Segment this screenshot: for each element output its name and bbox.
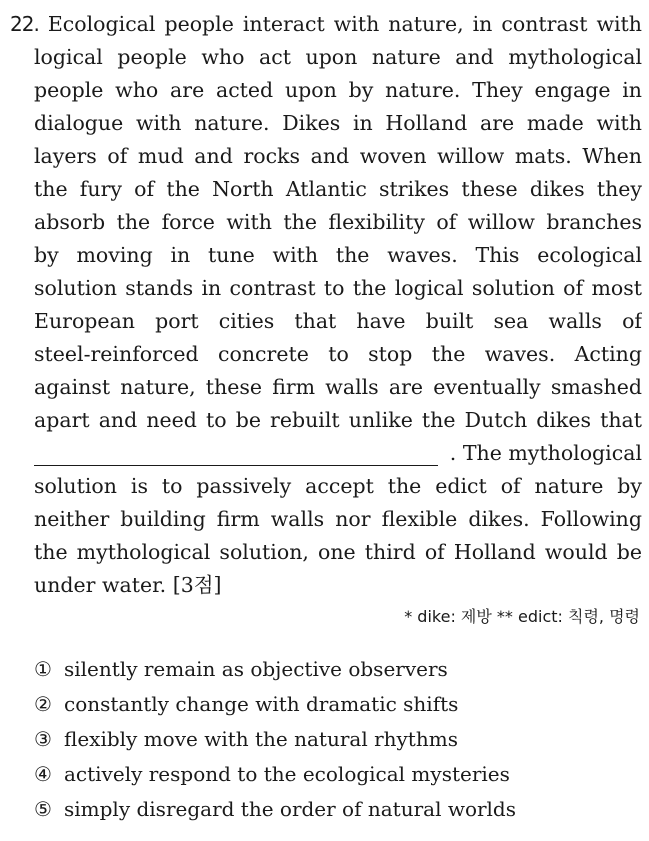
option-text: silently remain as objective observers bbox=[64, 657, 448, 681]
option-marker: ② bbox=[34, 692, 52, 716]
passage-line: European port cities that have built sea walls of bbox=[34, 309, 642, 333]
passage-line: dialogue with nature. Dikes in Holland are made with bbox=[34, 111, 642, 135]
footnote-text: * dike: 제방 ** edict: 칙령, 명령 bbox=[404, 607, 640, 626]
footnote bbox=[10, 604, 642, 634]
passage-line: the mythological solution, one third of Holland would be bbox=[34, 540, 642, 564]
answer-option-5[interactable] bbox=[34, 792, 634, 827]
points-label: [3점] bbox=[172, 573, 222, 597]
option-marker: ④ bbox=[34, 762, 52, 786]
question-passage bbox=[10, 8, 642, 634]
passage-line: against nature, these firm walls are eventually smashed bbox=[34, 375, 642, 399]
answer-options bbox=[34, 652, 634, 827]
passage-last-line bbox=[10, 569, 642, 602]
passage-line: layers of mud and rocks and woven willow mats. When bbox=[34, 144, 642, 168]
answer-option-4[interactable] bbox=[34, 757, 634, 792]
passage-line: steel-reinforced concrete to stop the waves. Acting bbox=[34, 342, 642, 366]
passage-line: absorb the force with the flexibility of willow branches bbox=[34, 210, 642, 234]
option-marker: ① bbox=[34, 657, 52, 681]
option-text: flexibly move with the natural rhythms bbox=[64, 727, 458, 751]
passage-line bbox=[10, 8, 642, 41]
passage-line-text: Ecological people interact with nature, in contrast with bbox=[47, 12, 642, 36]
answer-option-3[interactable] bbox=[34, 722, 634, 757]
passage-line: solution is to passively accept the edict of nature by bbox=[34, 474, 642, 498]
answer-option-2[interactable] bbox=[34, 687, 634, 722]
passage-line-text: under water. bbox=[34, 573, 167, 597]
option-text: actively respond to the ecological mysteries bbox=[64, 762, 510, 786]
passage-line: apart and need to be rebuilt unlike the Dutch dikes that bbox=[34, 408, 642, 432]
passage-line: logical people who act upon nature and mythological bbox=[34, 45, 642, 69]
answer-option-1[interactable] bbox=[34, 652, 634, 687]
blank-suffix-text: . The mythological bbox=[449, 441, 642, 465]
answer-blank bbox=[34, 441, 438, 466]
passage-line: people who are acted upon by nature. They engage in bbox=[34, 78, 642, 102]
option-marker: ③ bbox=[34, 727, 52, 751]
question-number: 22. bbox=[10, 12, 39, 36]
passage-line: solution stands in contrast to the logical solution of most bbox=[34, 276, 642, 300]
passage-line: neither building firm walls nor flexible dikes. Following bbox=[34, 507, 642, 531]
passage-line: by moving in tune with the waves. This ecological bbox=[34, 243, 642, 267]
option-text: simply disregard the order of natural worlds bbox=[64, 797, 517, 821]
passage-line: the fury of the North Atlantic strikes these dikes they bbox=[34, 177, 642, 201]
option-marker: ⑤ bbox=[34, 797, 52, 821]
option-text: constantly change with dramatic shifts bbox=[64, 692, 459, 716]
blank-line bbox=[10, 437, 642, 470]
